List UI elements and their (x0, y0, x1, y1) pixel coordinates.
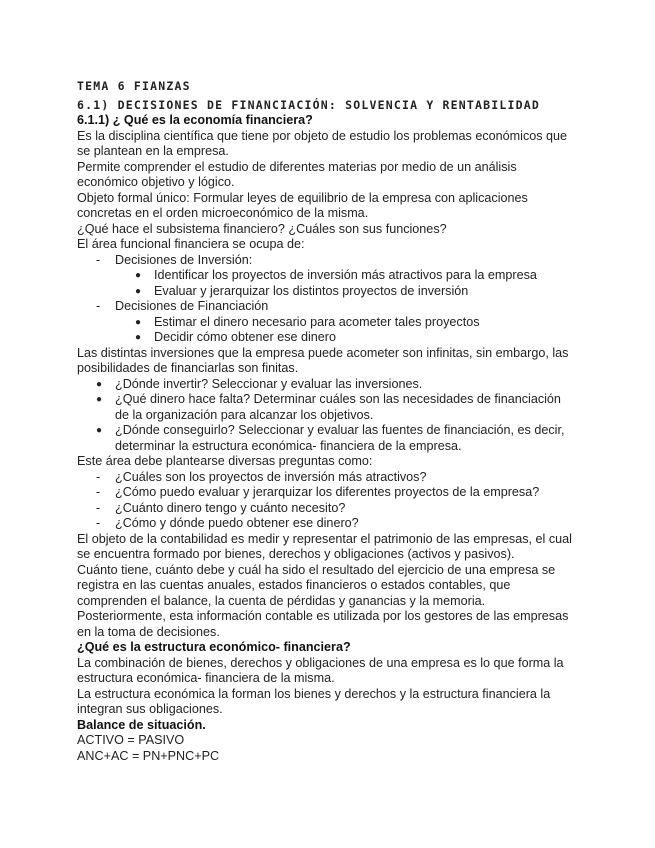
dash-marker: - (96, 500, 101, 515)
paragraph: ¿Qué hace el subsistema financiero? ¿Cuáles son sus funciones? (77, 221, 447, 236)
bullet-icon: ● (135, 316, 142, 328)
bullet-icon: ● (135, 285, 142, 297)
equation: ANC+AC = PN+PNC+PC (77, 748, 220, 763)
bullet-icon: ● (96, 394, 103, 405)
list-item: - ¿Cuáles son los proyectos de inversión más atractivos? (96, 469, 427, 484)
dash-marker: - (96, 516, 101, 530)
list-item: - Decisiones de Financiación (96, 299, 269, 313)
list-item: - ¿Cuánto dinero tengo y cuánto necesito? (96, 500, 346, 515)
subsection-heading: Balance de situación. (77, 717, 206, 732)
dash-marker: - (96, 252, 101, 267)
list-item: ● Evaluar y jerarquizar los distintos proyectos de inversión (135, 283, 469, 298)
paragraph: Cuánto tiene, cuánto debe y cuál ha sido el resultado del ejercicio de una empresa se registra en las cuentas anuales, estados financieros o estados contables, que comprenden el balance, la cuenta de pérdidas y ganancias y la memoria. (77, 562, 556, 608)
document-page (77, 78, 577, 764)
list-item: ● Decidir cómo obtener ese dinero (135, 330, 337, 344)
paragraph: La estructura económica la forman los bienes y derechos y la estructura financiera la integran sus obligaciones. (77, 686, 551, 716)
section-heading: 6.1) DECISIONES DE FINANCIACIÓN: SOLVENCIA Y RENTABILIDAD (77, 98, 541, 112)
paragraph: Es la disciplina científica que tiene por objeto de estudio los problemas económicos que se plantean en la empresa. (77, 128, 568, 158)
dash-marker: - (96, 469, 101, 484)
bullet-icon: ● (96, 378, 103, 390)
list-item: ● Estimar el dinero necesario para acometer tales proyectos (135, 314, 480, 329)
bullet-icon: ● (135, 270, 142, 281)
document-title: TEMA 6 FIANZAS (77, 79, 191, 93)
dash-marker: - (96, 485, 101, 499)
bullet-icon: ● (96, 425, 103, 436)
paragraph: Objeto formal único: Formular leyes de equilibrio de la empresa con aplicaciones concretas en el orden microeconómico de la misma. (77, 190, 528, 220)
paragraph: Este área debe plantearse diversas preguntas como: (77, 454, 373, 468)
paragraph: El objeto de la contabilidad es medir y representar el patrimonio de las empresas, el cual se encuentra formado por bienes, derechos y obligaciones (activos y pasivos). (77, 531, 572, 561)
paragraph: La combinación de bienes, derechos y obligaciones de una empresa es lo que forma la estructura económica- financiera de la misma. (77, 655, 564, 685)
subsection-heading: 6.1.1) ¿ Qué es la economía financiera? (77, 113, 313, 127)
paragraph: Permite comprender el estudio de diferentes materias por medio de un análisis económico objetivo y lógico. (77, 159, 517, 189)
equation: ACTIVO = PASIVO (77, 733, 185, 747)
paragraph: Las distintas inversiones que la empresa puede acometer son infinitas, sin embargo, las posibilidades de financiarlas son finitas. (77, 345, 569, 375)
list-item: - ¿Cómo puedo evaluar y jerarquizar los diferentes proyectos de la empresa? (96, 485, 540, 499)
list-item: ● ¿Qué dinero hace falta? Determinar cuáles son las necesidades de financiación de la organización para alcanzar los objetivos. (96, 392, 561, 422)
paragraph: El área funcional financiera se ocupa de: (77, 237, 305, 251)
dash-marker: - (96, 299, 101, 313)
list-item: ● Identificar los proyectos de inversión más atractivos para la empresa (135, 268, 537, 282)
subsection-heading: ¿Qué es la estructura económico- financiera? (77, 640, 351, 654)
list-item: ● ¿Dónde invertir? Seleccionar y evaluar las inversiones. (96, 376, 423, 391)
bullet-icon: ● (135, 332, 142, 343)
list-item: ● ¿Dónde conseguirlo? Seleccionar y evaluar las fuentes de financiación, es decir, determinar la estructura económica- financiera de la empresa. (96, 423, 565, 453)
list-item: - ¿Cómo y dónde puedo obtener ese dinero? (96, 516, 359, 530)
list-item: - Decisiones de Inversión: (96, 252, 253, 267)
paragraph: Posteriormente, esta información contable es utilizada por los gestores de las empresas en la toma de decisiones. (77, 609, 569, 639)
